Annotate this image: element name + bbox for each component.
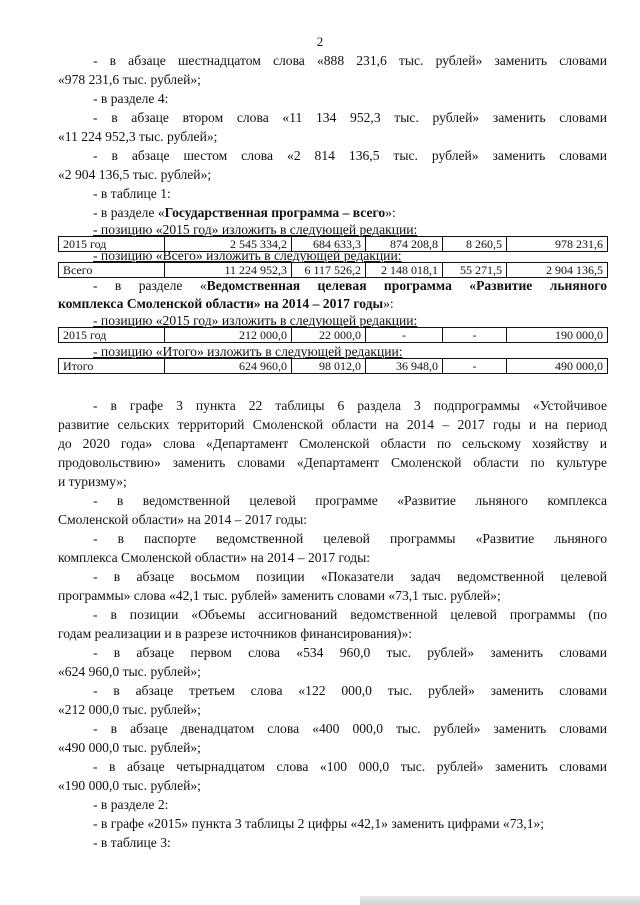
text-line: комплекса Смоленской области» на 2014 – 2017 годы: [58,550,371,565]
text-line: - в абзаце первом слова «534 960,0 тыс. рублей» заменить словами [93,645,607,660]
table-cell: 11 224 952,3 [165,263,292,278]
text-line: - в абзаце восьмом позиции «Показатели задач ведомственной целевой [93,569,607,584]
table-cell: 212 000,0 [165,328,292,343]
table-cell: 190 000,0 [507,328,608,343]
table-cell: 684 633,3 [292,237,366,252]
text-line: - в позиции «Объемы ассигнований ведомственной целевой программы (по [93,607,607,622]
table-cell: 978 231,6 [507,237,608,252]
section-heading-line [58,295,607,313]
text-line: - в абзаце четырнадцатом слова «100 000,0 тыс. рублей» заменить словами [93,759,607,774]
table-cell: 98 012,0 [292,359,366,374]
table-cell: 6 117 526,2 [292,263,366,278]
text-line: «978 231,6 тыс. рублей»; [58,72,201,87]
text-line: - позицию «Всего» изложить в следующей редакции: [93,248,402,263]
table-cell: 2 148 018,1 [366,263,443,278]
table-cell: 2015 год [59,237,165,252]
text-line: до 2020 года» слова «Департамент Смоленской области по сельскому хозяйству и [58,436,607,451]
text-span: »: [385,205,396,220]
text-line: - в абзаце втором слова «11 134 952,3 тыс. рублей» заменить словами [93,110,607,125]
text-line: - в паспорте ведомственной целевой программы «Развитие льняного [93,531,607,546]
section-heading-line [93,204,607,222]
text-span: »: [383,296,394,311]
text-line: - в разделе 4: [93,91,169,106]
text-line: - в абзаце третьем слова «122 000,0 тыс. рублей» заменить словами [93,683,607,698]
table-cell: 490 000,0 [507,359,608,374]
text-line: программы» слова «42,1 тыс. рублей» заменить словами «73,1 тыс. рублей»; [58,588,501,603]
text-line: «190 000,0 тыс. рублей»; [58,778,201,793]
text-span: - в разделе « [93,278,207,293]
table-row [59,359,608,374]
table-row [59,328,608,343]
text-line: развитие сельских территорий Смоленской области на 2014 – 2017 годы и на период [58,417,607,432]
text-line: - в графе 3 пункта 22 таблицы 6 раздела 3 подпрограммы «Устойчивое [93,398,607,413]
text-line: «2 904 136,5 тыс. рублей»; [58,167,212,182]
text-line: - позицию «2015 год» изложить в следующей редакции: [93,313,418,328]
table-itogo [58,358,608,374]
scan-edge-shadow [360,896,640,905]
table-cell: 2 545 334,2 [165,237,292,252]
table-cell: Итого [59,359,165,374]
table-cell: - [443,359,507,374]
bold-text: Государственная программа – всего [164,205,386,220]
text-line: - позицию «Итого» изложить в следующей редакции: [93,344,403,359]
page-number: 2 [316,34,324,49]
text-line: годам реализации и в разрезе источников финансирования)»: [58,626,413,641]
table-cell: 624 960,0 [165,359,292,374]
table-cell: 8 260,5 [443,237,507,252]
text-line: «490 000,0 тыс. рублей»; [58,740,201,755]
table-cell: 874 208,8 [366,237,443,252]
text-line: - позицию «2015 год» изложить в следующей редакции: [93,222,418,237]
text-span: - в разделе « [93,205,165,220]
table-2015-flax [58,327,608,343]
bold-text: Ведомственная целевая программа «Развитие льняного [206,278,607,293]
table-cell: Всего [59,263,165,278]
text-line: Смоленской области» на 2014 – 2017 годы: [58,512,307,527]
table-cell: 36 948,0 [366,359,443,374]
text-line: продовольствию» заменить словами «Департамент Смоленской области по культуре [58,455,607,470]
text-line: - в абзаце шестнадцатом слова «888 231,6 тыс. рублей» заменить словами [93,53,607,68]
text-line: - в таблице 1: [93,186,171,201]
text-line: - в разделе 2: [93,797,169,812]
text-line: - в таблице 3: [93,835,171,850]
text-line: и туризму»; [58,474,127,489]
text-line: «624 960,0 тыс. рублей»; [58,664,201,679]
text-line: - в ведомственной целевой программе «Развитие льняного комплекса [93,493,607,508]
text-line: - в графе «2015» пункта 3 таблицы 2 цифры «42,1» заменить цифрами «73,1»; [93,816,545,831]
table-cell: - [366,328,443,343]
table-cell: 22 000,0 [292,328,366,343]
section-heading-line [93,277,607,295]
table-cell: 2 904 136,5 [507,263,608,278]
text-line: «212 000,0 тыс. рублей»; [58,702,201,717]
text-line: «11 224 952,3 тыс. рублей»; [58,129,218,144]
table-cell: 55 271,5 [443,263,507,278]
text-line: - в абзаце шестом слова «2 814 136,5 тыс. рублей» заменить словами [93,148,607,163]
table-cell: - [443,328,507,343]
table-vsego [58,262,608,278]
bold-text: комплекса Смоленской области» на 2014 – 2017 годы [58,296,384,311]
text-line: - в абзаце двенадцатом слова «400 000,0 тыс. рублей» заменить словами [93,721,607,736]
table-row [59,263,608,278]
table-cell: 2015 год [59,328,165,343]
